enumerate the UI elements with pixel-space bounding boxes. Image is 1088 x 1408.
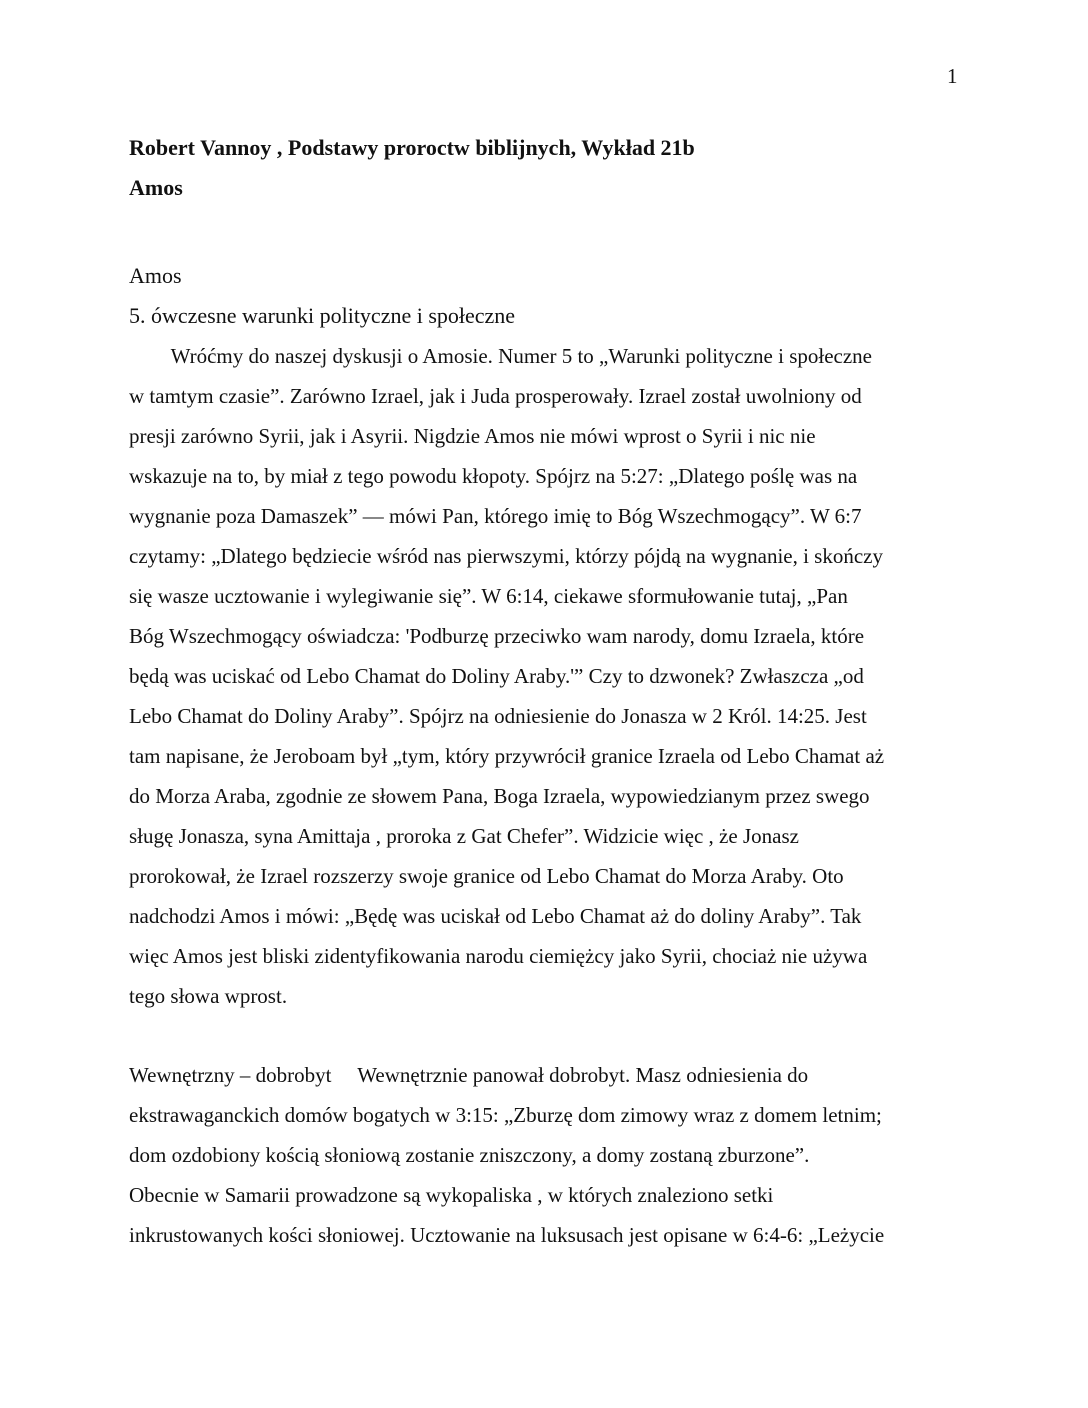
text-line: dom ozdobiony kością słoniową zostanie zniszczony, a domy zostaną zburzone”. xyxy=(129,1143,810,1167)
text-line: się wasze ucztowanie i wylegiwanie się”. W 6:14, ciekawe sformułowanie tutaj, „Pan xyxy=(129,584,848,608)
text-line: nadchodzi Amos i mówi: „Będę was uciskał od Lebo Chamat aż do doliny Araby”. Tak xyxy=(129,904,862,928)
text-line: będą was uciskać od Lebo Chamat do Doliny Araby.'” Czy to dzwonek? Zwłaszcza „od xyxy=(129,664,864,688)
text-line: presji zarówno Syrii, jak i Asyrii. Nigdzie Amos nie mówi wprost o Syrii i nic nie xyxy=(129,424,816,448)
document-title: Robert Vannoy , Podstawy proroctw biblijnych, Wykład 21b xyxy=(129,135,695,160)
section-heading: Amos xyxy=(129,263,182,288)
section-header xyxy=(129,256,515,336)
text-line: czytamy: „Dlatego będziecie wśród nas pierwszymi, którzy pójdą na wygnanie, i skończy xyxy=(129,544,884,568)
text-line: w tamtym czasie”. Zarówno Izrael, jak i Juda prosperowały. Izrael został uwolniony od xyxy=(129,384,862,408)
text-line: tam napisane, że Jeroboam był „tym, który przywrócił granice Izraela od Lebo Chamat aż xyxy=(129,744,885,768)
document-header xyxy=(129,128,695,208)
text-line: ekstrawaganckich domów bogatych w 3:15: „Zburzę dom zimowy wraz z domem letnim; xyxy=(129,1103,882,1127)
text-line: prorokował, że Izrael rozszerzy swoje granice od Lebo Chamat do Morza Araby. Oto xyxy=(129,864,844,888)
text-line: wygnanie poza Damaszek” — mówi Pan, którego imię to Bóg Wszechmogący”. W 6:7 xyxy=(129,504,862,528)
text-line: do Morza Araba, zgodnie ze słowem Pana, Boga Izraela, wypowiedzianym przez swego xyxy=(129,784,870,808)
text-line: Obecnie w Samarii prowadzone są wykopaliska , w których znaleziono setki xyxy=(129,1183,774,1207)
page-number: 1 xyxy=(947,64,958,88)
text-line: tego słowa wprost. xyxy=(129,984,288,1008)
document-subtitle: Amos xyxy=(129,175,183,200)
text-line: Bóg Wszechmogący oświadcza: 'Podburzę przeciwko wam narody, domu Izraela, które xyxy=(129,624,865,648)
text-line: Wróćmy do naszej dyskusji o Amosie. Numer 5 to „Warunki polityczne i społeczne xyxy=(129,344,872,368)
text-line: więc Amos jest bliski zidentyfikowania narodu ciemiężcy jako Syrii, chociaż nie używa xyxy=(129,944,868,968)
text-line: sługę Jonasza, syna Amittaja , proroka z Gat Chefer”. Widzicie więc , że Jonasz xyxy=(129,824,799,848)
section-subheading: 5. ówczesne warunki polityczne i społeczne xyxy=(129,303,516,328)
text-line: Wewnętrzny – dobrobyt Wewnętrznie panował dobrobyt. Masz odniesienia do xyxy=(129,1063,809,1087)
text-line: Lebo Chamat do Doliny Araby”. Spójrz na odniesienie do Jonasza w 2 Król. 14:25. Jest xyxy=(129,704,867,728)
text-line: wskazuje na to, by miał z tego powodu kłopoty. Spójrz na 5:27: „Dlatego poślę was na xyxy=(129,464,858,488)
text-line: inkrustowanych kości słoniowej. Ucztowanie na luksusach jest opisane w 6:4-6: „Leżycie xyxy=(129,1223,885,1247)
